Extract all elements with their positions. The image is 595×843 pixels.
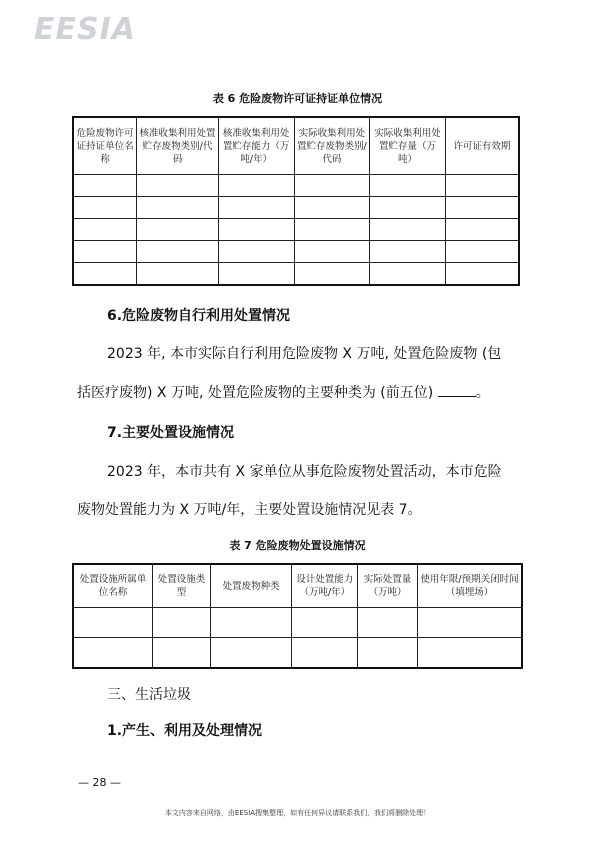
- table7-cell: [417, 638, 522, 669]
- section3-label: 三、生活垃圾: [107, 687, 191, 703]
- section7-line2: 废物处置能力为 X 万吨/年，主要处置设施情况见表 7。: [77, 502, 422, 518]
- table7-cell: [73, 608, 153, 638]
- table7-header-cell: 处置废物种类: [210, 564, 292, 608]
- table6-cell: [73, 197, 137, 219]
- section6-heading: 6.危险废物自行利用处置情况: [107, 308, 291, 324]
- table6-cell: [294, 197, 370, 219]
- table7-header-cell: 实际处置量（万吨）: [358, 564, 418, 608]
- table7-cell: [153, 608, 211, 638]
- section1b-heading: 1.产生、利用及处理情况: [107, 723, 263, 739]
- table7-cell: [210, 638, 292, 669]
- table6-cell: [218, 241, 294, 263]
- section6-line2: [77, 382, 490, 402]
- table6-caption: 表 6 危险废物许可证持证单位情况: [212, 92, 383, 105]
- page-number: — 28 —: [78, 776, 121, 789]
- section6-line2-end: 。: [475, 385, 490, 401]
- table7-cell: [292, 638, 358, 669]
- table6-cell: [294, 263, 370, 286]
- table6-header-cell: 实际收集利用处置贮存废物类别/代码: [294, 117, 370, 175]
- table6-cell: [370, 263, 446, 286]
- section7-line1: 2023 年，本市共有 X 家单位从事危险废物处置活动，本市危险: [107, 464, 502, 480]
- section6-line2-text: 括医疗废物) X 万吨, 处置危险废物的主要种类为 (前五位): [77, 385, 434, 401]
- table6-cell: [445, 175, 519, 197]
- table6-cell: [73, 241, 137, 263]
- footer-note: 本文内容来自网络，由EESIA搜集整理，如有任何异议请联系我们，我们将删除处理！: [164, 809, 431, 817]
- table6-cell: [218, 263, 294, 286]
- table7-caption: 表 7 危险废物处置设施情况: [229, 539, 366, 552]
- table7-cell: [153, 638, 211, 669]
- table6-cell: [73, 219, 137, 241]
- table6-cell: [137, 219, 219, 241]
- fill-in-blank: [438, 384, 476, 397]
- table6-header-cell: 危险废物许可证持证单位名称: [73, 117, 137, 175]
- table7: [72, 563, 523, 669]
- table6: [72, 116, 520, 286]
- table7-header-cell: 使用年限/预期关闭时间（填埋场）: [417, 564, 522, 608]
- table7-cell: [417, 608, 522, 638]
- table6-cell: [370, 175, 446, 197]
- table7-header-cell: 设计处置能力（万吨/年）: [292, 564, 358, 608]
- table6-row: [73, 175, 519, 197]
- table6-header-cell: 核准收集利用处置贮存废物类别/代码: [137, 117, 219, 175]
- table6-row: [73, 263, 519, 286]
- table6-header-cell: 许可证有效期: [445, 117, 519, 175]
- table7-header-row: [73, 564, 522, 608]
- table7-row: [73, 638, 522, 669]
- table6-cell: [445, 241, 519, 263]
- table7-cell: [358, 638, 418, 669]
- table6-cell: [137, 241, 219, 263]
- table6-header-row: [73, 117, 519, 175]
- table7-row: [73, 608, 522, 638]
- table6-cell: [370, 241, 446, 263]
- table6-cell: [218, 197, 294, 219]
- table6-cell: [370, 197, 446, 219]
- eesia-logo: EESIA: [34, 12, 136, 47]
- table6-cell: [445, 219, 519, 241]
- table6-row: [73, 219, 519, 241]
- table6-cell: [137, 175, 219, 197]
- section6-line1: 2023 年, 本市实际自行利用危险废物 X 万吨, 处置危险废物 (包: [107, 346, 502, 362]
- table6-cell: [294, 175, 370, 197]
- table6-cell: [73, 175, 137, 197]
- table7-header-cell: 处置设施所属单位名称: [73, 564, 153, 608]
- table6-cell: [137, 197, 219, 219]
- table6-cell: [370, 219, 446, 241]
- table7-cell: [358, 608, 418, 638]
- table6-header-cell: 实际收集利用处置贮存量（万吨）: [370, 117, 446, 175]
- table6-cell: [73, 263, 137, 286]
- table6-cell: [294, 219, 370, 241]
- table6-row: [73, 241, 519, 263]
- table6-cell: [137, 263, 219, 286]
- table7-cell: [210, 608, 292, 638]
- table6-cell: [218, 175, 294, 197]
- table7-header-cell: 处置设施类型: [153, 564, 211, 608]
- table6-cell: [445, 197, 519, 219]
- section7-heading: 7.主要处置设施情况: [107, 425, 235, 441]
- table6-cell: [445, 263, 519, 286]
- table6-header-cell: 核准收集利用处置贮存能力（万吨/年）: [218, 117, 294, 175]
- table6-cell: [294, 241, 370, 263]
- table7-cell: [292, 608, 358, 638]
- table7-cell: [73, 638, 153, 669]
- table6-row: [73, 197, 519, 219]
- table6-cell: [218, 219, 294, 241]
